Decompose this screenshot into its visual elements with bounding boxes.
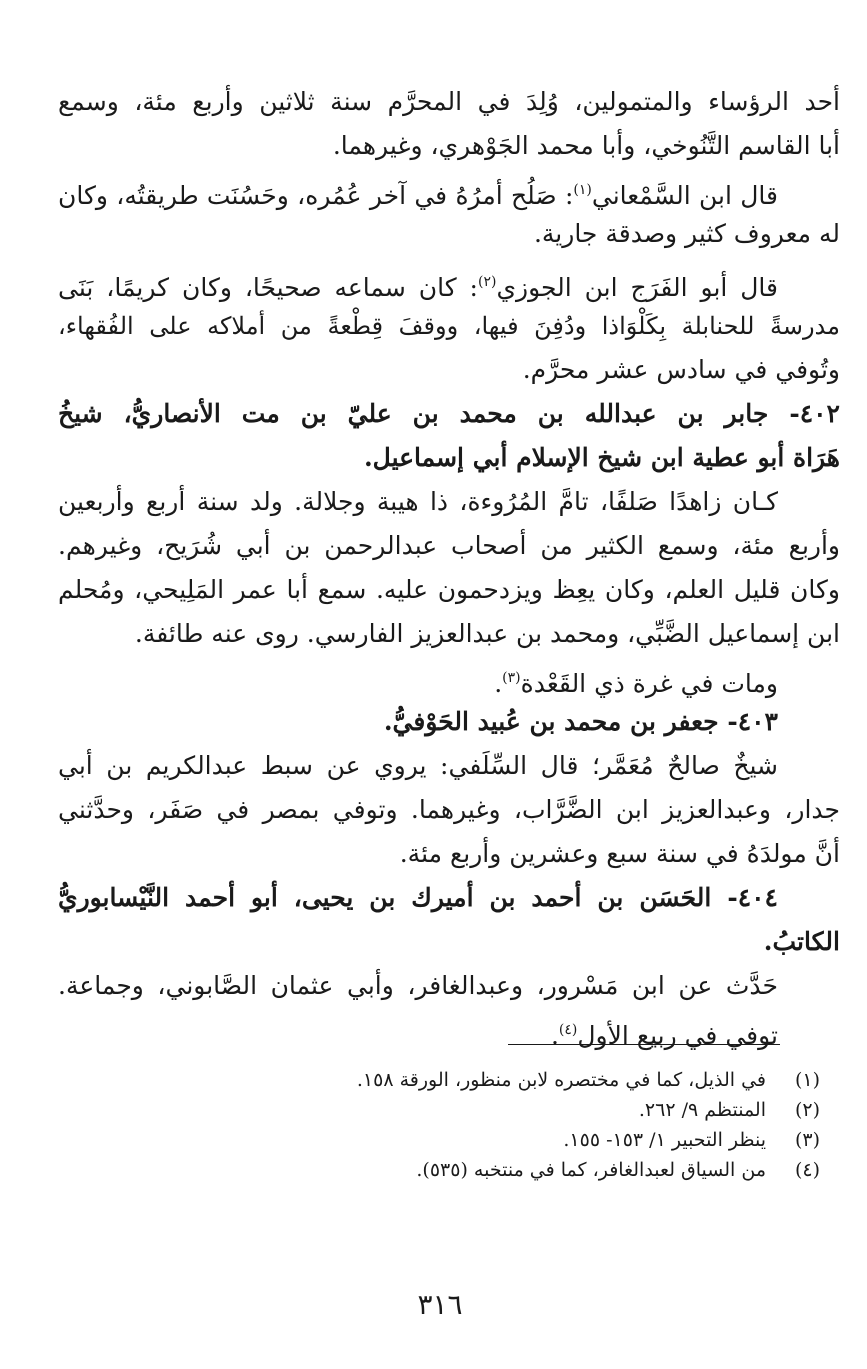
footnote-number: (٤) bbox=[794, 1159, 820, 1181]
text-line: ابن إسماعيل الضَّبِّي، ومحمد بن عبدالعزيز الفارسي. روى عنه طائفة. bbox=[134, 619, 840, 648]
footnote-number: (٢) bbox=[794, 1099, 820, 1121]
text-span: ومات في غرة ذي القَعْدة bbox=[520, 669, 778, 698]
footnote bbox=[60, 1125, 820, 1155]
text-span: . bbox=[494, 669, 503, 698]
entry-heading: الكاتبُ. bbox=[763, 927, 840, 956]
text-line: حَدَّث عن ابن مَسْرور، وعبدالغافر، وأبي عثمان الصَّابوني، وجماعة. bbox=[58, 971, 778, 1000]
text-span: قال أبو الفَرَج ابن الجوزي bbox=[496, 273, 778, 302]
text-line: مدرسةً للحنابلة بِكَلْوَاذا ودُفِنَ فيها، ووقفَ قِطْعةً من أملاكه على الفُقهاء، bbox=[58, 312, 840, 340]
text-line: وتُوفي في سادس عشر محرَّم. bbox=[522, 355, 840, 384]
text-span: قال ابن السَّمْعاني bbox=[591, 181, 778, 210]
footnote bbox=[60, 1065, 820, 1095]
footnote bbox=[60, 1155, 820, 1185]
text-line: أحد الرؤساء والمتمولين، وُلِدَ في المحرَّم سنة ثلاثين وأربع مئة، وسمع bbox=[58, 87, 840, 116]
entry-heading: هَرَاة أبو عطية ابن شيخ الإسلام أبي إسماعيل. bbox=[363, 443, 840, 472]
text-line bbox=[58, 656, 778, 700]
text-line: وكان قليل العلم، وكان يعِظ ويزدحمون عليه. سمع أبا عمر المَلِيحي، ومُحلم bbox=[58, 575, 840, 604]
page-number: ٣١٦ bbox=[417, 1288, 463, 1321]
text-line: شيخٌ صالحٌ مُعَمَّر؛ قال السِّلَفي: يروي عن سبط عبدالكريم بن أبي bbox=[58, 751, 778, 780]
text-line: كـان زاهدًا صَلفًا، تامَّ المُرُوءة، ذا هيبة وجلالة. ولد سنة أربع وأربعين bbox=[58, 487, 778, 516]
text-span: . bbox=[550, 1021, 559, 1050]
text-line bbox=[58, 260, 778, 304]
footnote-text: ينظر التحبير ١/ ١٥٣- ١٥٥. bbox=[563, 1129, 766, 1151]
footnote-text: من السياق لعبدالغافر، كما في منتخبه (٥٣٥). bbox=[416, 1159, 766, 1181]
footnote-ref: (١) bbox=[573, 182, 592, 198]
footnote-separator bbox=[508, 1044, 780, 1045]
entry-heading: ٤٠٤- الحَسَن بن أحمد بن أميرك بن يحيى، أبو أحمد النَّيْسابوريُّ bbox=[58, 883, 778, 912]
entry-heading: ٤٠٣- جعفر بن محمد بن عُبيد الحَوْفيُّ. bbox=[383, 707, 778, 736]
footnote-number: (٣) bbox=[794, 1129, 820, 1151]
text-line bbox=[58, 168, 778, 212]
footnote-text: في الذيل، كما في مختصره لابن منظور، الورقة ١٥٨. bbox=[356, 1069, 766, 1091]
text-line: وأربع مئة، وسمع الكثير من أصحاب عبدالرحمن بن أبي شُرَيح، وغيرهم. bbox=[58, 531, 840, 560]
text-line: له معروف كثير وصدقة جارية. bbox=[533, 219, 840, 248]
text-line: أنَّ مولدَهُ في سنة سبع وعشرين وأربع مئة. bbox=[399, 839, 840, 868]
text-span: : كان سماعه صحيحًا، وكان كريمًا، بَنَى bbox=[58, 273, 478, 302]
text-span: : صَلُح أمرُهُ في آخر عُمُره، وحَسُنَت طريقتُه، وكان bbox=[58, 181, 574, 210]
text-line bbox=[58, 1008, 778, 1052]
footnote-number: (١) bbox=[794, 1069, 820, 1091]
footnote-ref: (٤) bbox=[558, 1022, 578, 1038]
footnote-text: المنتظم ٩/ ٢٦٢. bbox=[638, 1099, 766, 1121]
footnote bbox=[60, 1095, 820, 1125]
text-line: أبا القاسم التَّنُوخي، وأبا محمد الجَوْهري، وغيرهما. bbox=[332, 131, 840, 160]
text-line: جدار، وعبدالعزيز ابن الضَّرَّاب، وغيرهما. وتوفي بمصر في صَفَر، وحدَّثني bbox=[58, 795, 840, 824]
footnote-ref: (٢) bbox=[477, 274, 497, 290]
entry-heading: ٤٠٢- جابر بن عبدالله بن محمد بن عليّ بن مت الأنصاريُّ، شيخُ bbox=[58, 399, 840, 428]
text-span: توفي في ربيع الأول bbox=[577, 1021, 778, 1050]
footnote-ref: (٣) bbox=[502, 670, 521, 686]
